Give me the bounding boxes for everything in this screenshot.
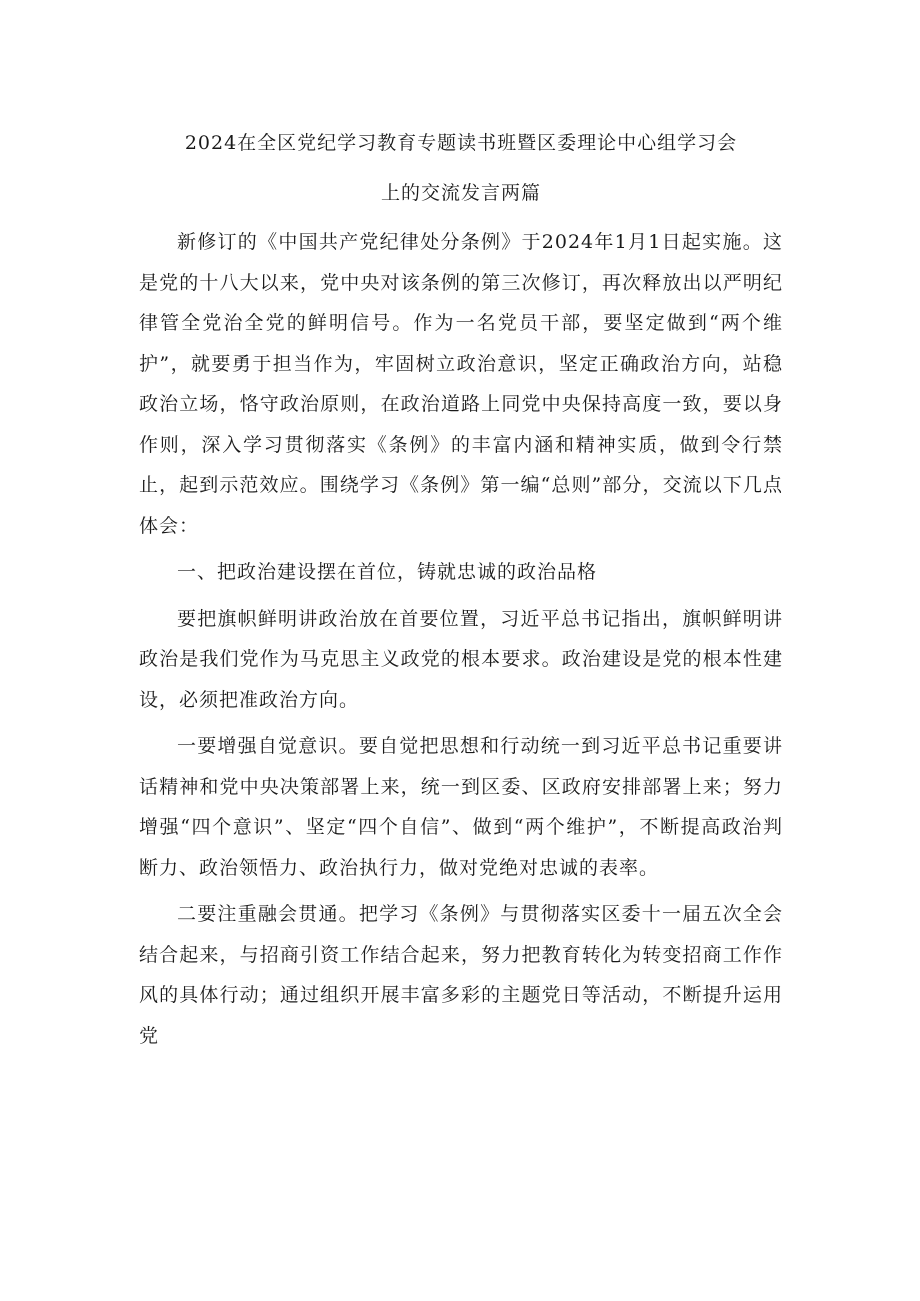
paragraph-point-1: 一要增强自觉意识。要自觉把思想和行动统一到习近平总书记重要讲话精神和党中央决策部署上来，统一到区委、区政府安排部署上来；努力增强“四个意识”、坚定“四个自信”、做到“两个维护”，不断提高政治判断力、政治领悟力、政治执行力，做对党绝对忠诚的表率。 [139, 735, 783, 879]
paragraph-political-priority: 要把旗帜鲜明讲政治放在首要位置，习近平总书记指出，旗帜鲜明讲政治是我们党作为马克思主义政党的根本要求。政治建设是党的根本性建设，必须把准政治方向。 [139, 607, 783, 711]
document-title-line-1: 2024在全区党纪学习教育专题读书班暨区委理论中心组学习会 [184, 132, 738, 154]
paragraph-point-2: 二要注重融会贯通。把学习《条例》与贯彻落实区委十一届五次全会结合起来，与招商引资工作结合起来，努力把教育转化为转变招商工作作风的具体行动；通过组织开展丰富多彩的主题党日等活动，不断提升运用党 [139, 903, 783, 1047]
paragraph-intro: 新修订的《中国共产党纪律处分条例》于2024年1月1日起实施。这是党的十八大以来，党中央对该条例的第三次修订，再次释放出以严明纪律管全党治全党的鲜明信号。作为一名党员干部，要坚定做到“两个维护”，就要勇于担当作为，牢固树立政治意识，坚定正确政治方向，站稳政治立场，恪守政治原则，在政治道路上同党中央保持高度一致，要以身作则，深入学习贯彻落实《条例》的丰富内涵和精神实质，做到令行禁止，起到示范效应。围绕学习《条例》第一编“总则”部分，交流以下几点体会： [139, 231, 783, 537]
section-heading-1: 一、把政治建设摆在首位，铸就忠诚的政治品格 [177, 561, 598, 583]
document-title-line-2: 上的交流发言两篇 [380, 182, 541, 204]
